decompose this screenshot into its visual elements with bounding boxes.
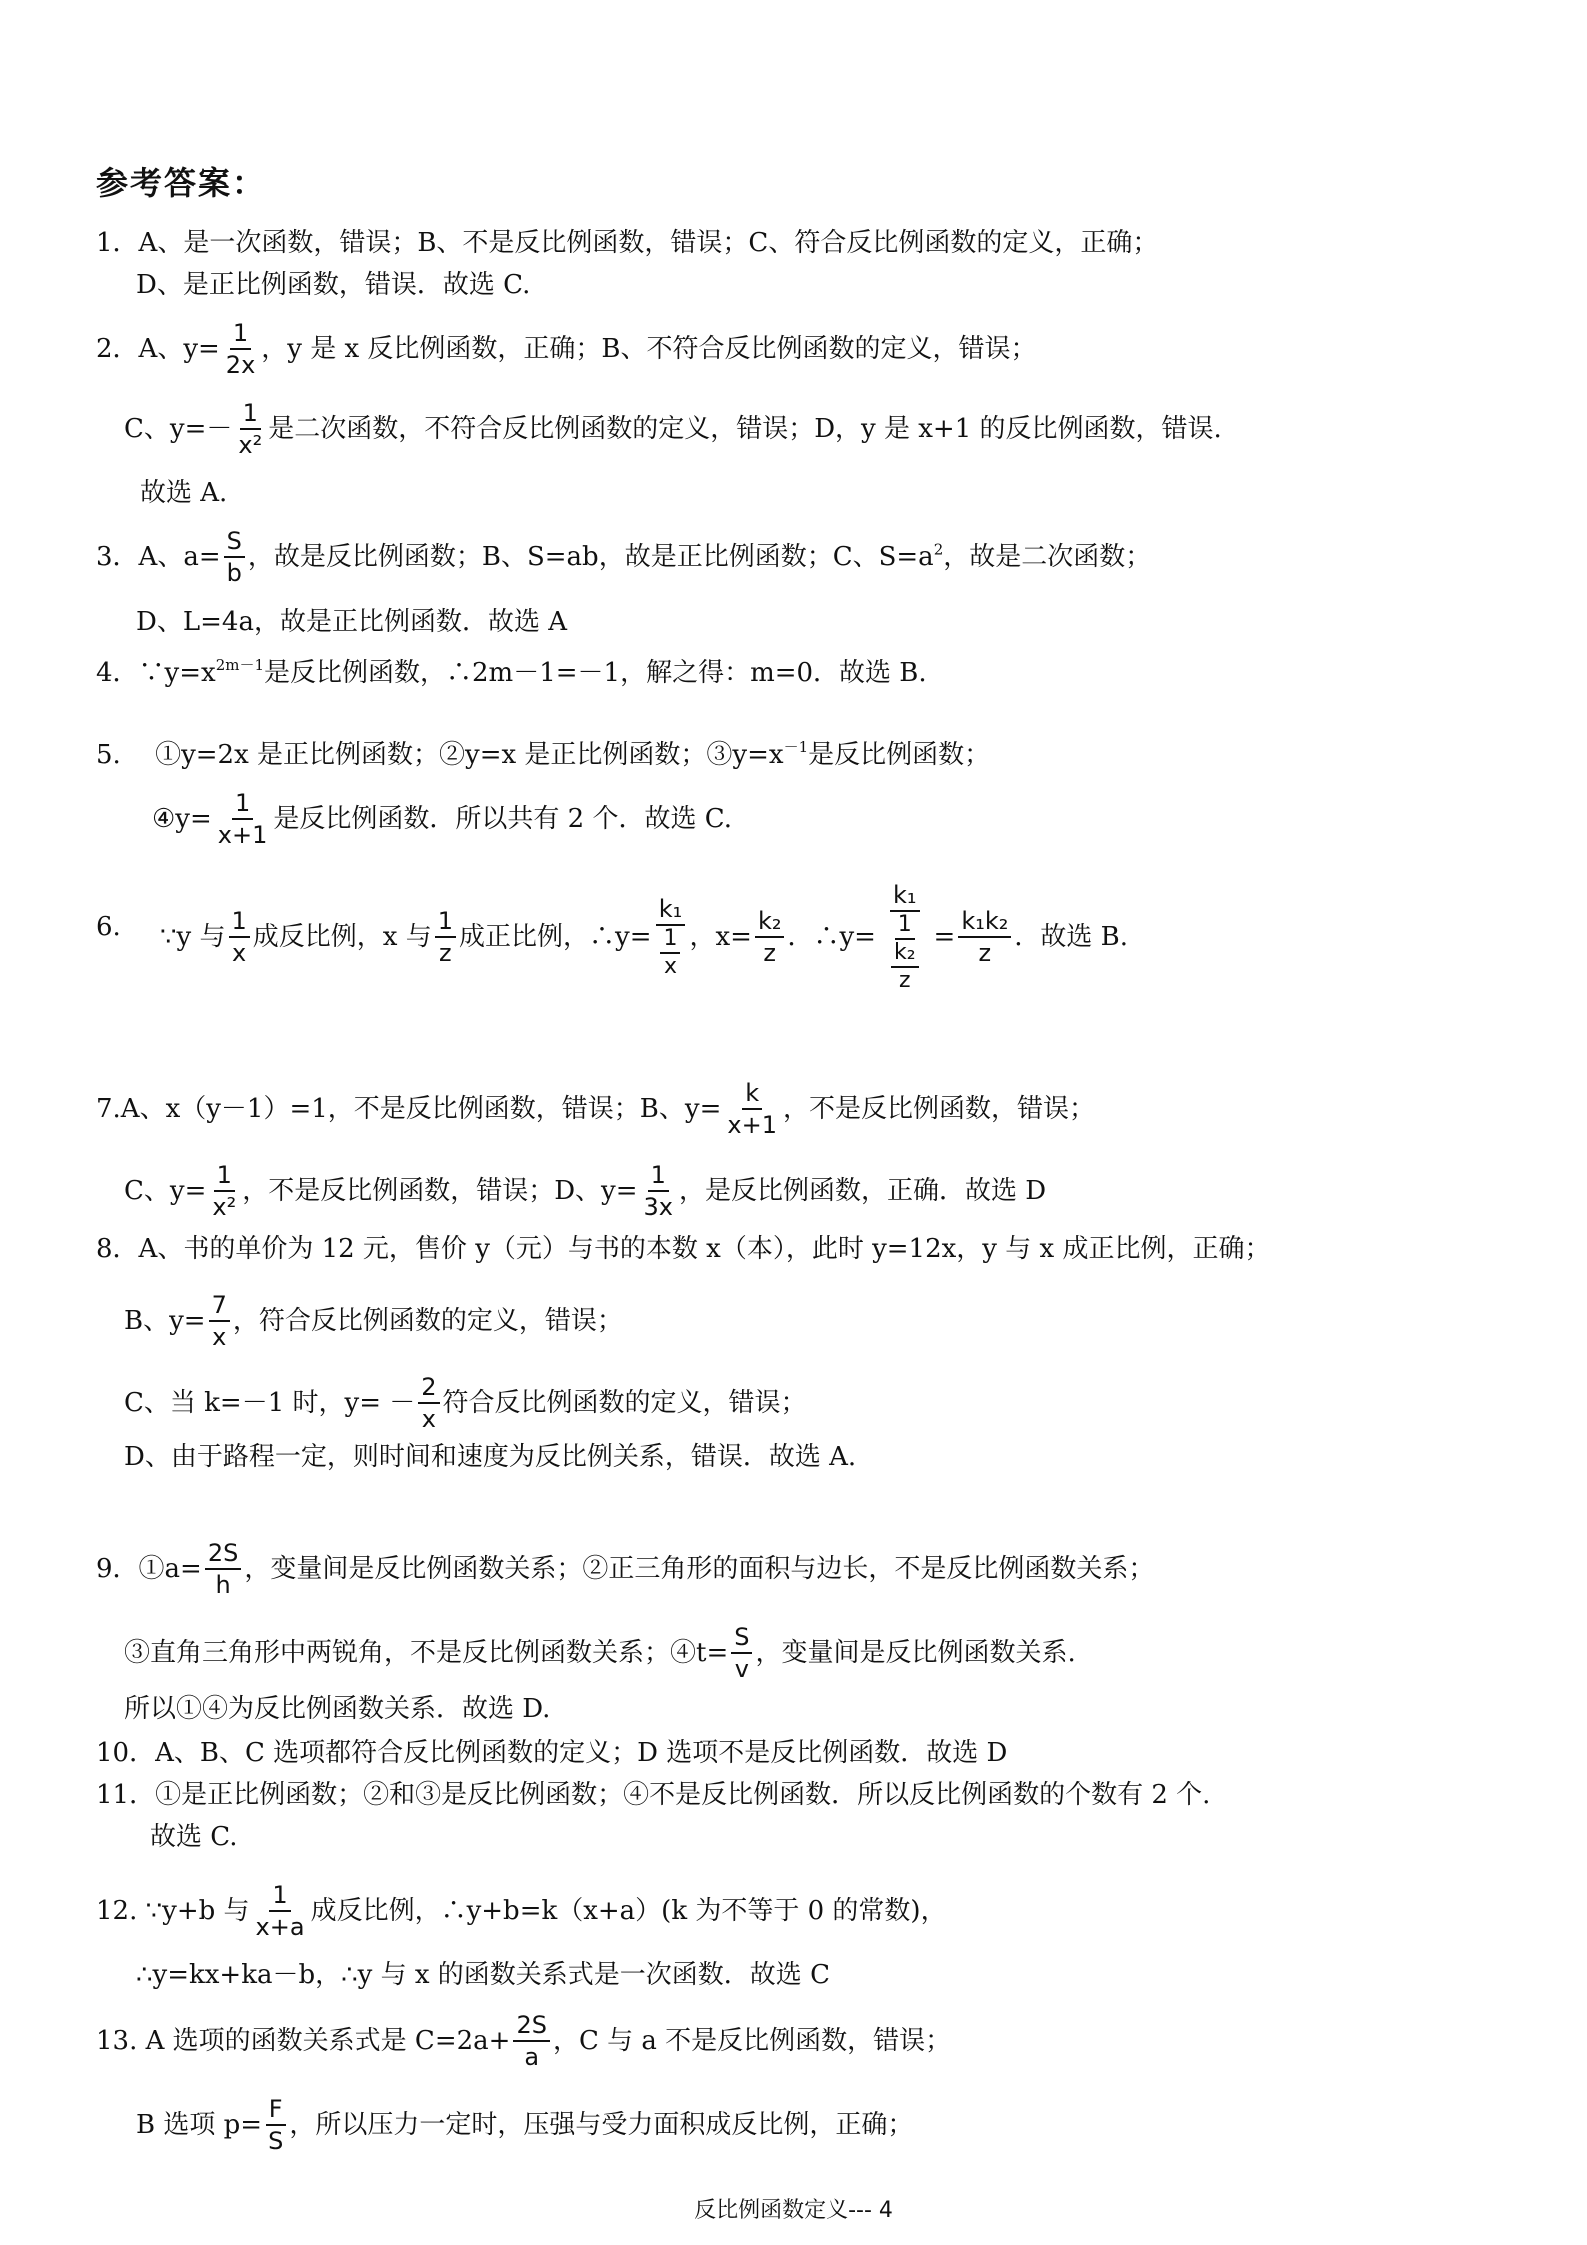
numerator: S — [224, 526, 245, 558]
denominator: x — [212, 1323, 227, 1351]
text: 是二次函数，不符合反比例函数的定义，错误；D，y 是 x+1 的反比例函数，错误. — [268, 414, 1222, 444]
numerator: 1 — [660, 926, 680, 954]
fraction — [755, 906, 785, 968]
text: ，x= — [689, 922, 752, 952]
denominator: b — [226, 559, 242, 587]
text: 成反比例，x 与 — [252, 922, 432, 952]
text: C、当 k=－1 时，y= － — [124, 1388, 416, 1418]
fraction — [654, 894, 686, 980]
text: ，所以压力一定时，压强与受力面积成反比例，正确； — [289, 2110, 914, 2140]
denominator: x+1 — [217, 821, 268, 849]
denominator: x — [663, 954, 677, 979]
answer-2-line-2 — [124, 398, 1222, 460]
numerator: 2S — [205, 1538, 242, 1570]
numerator: F — [266, 2094, 286, 2126]
text: ，是反比例函数，正确．故选 D — [679, 1176, 1047, 1206]
answer-11-line-2: 故选 C. — [150, 1822, 238, 1852]
denominator — [654, 926, 686, 980]
fraction — [958, 906, 1011, 968]
denominator: x+a — [255, 1913, 305, 1941]
fraction — [229, 906, 250, 968]
answer-12-line-2: ∴y=kx+ka－b，∴y 与 x 的函数关系式是一次函数．故选 C — [136, 1960, 830, 1990]
text: 5. ①y=2x 是正比例函数；②y=x 是正比例函数；③y=x — [96, 739, 784, 770]
fraction — [224, 526, 245, 588]
fraction — [223, 318, 258, 380]
page-footer: 反比例函数定义--- 4 — [694, 2198, 893, 2223]
fraction — [235, 398, 265, 460]
text: ，符合反比例函数的定义，错误； — [232, 1306, 623, 1336]
numerator: 1 — [240, 398, 261, 430]
text: 12. ∵y+b 与 — [96, 1896, 250, 1926]
text: ∵y 与 — [160, 922, 226, 952]
denominator: h — [215, 1571, 231, 1599]
numerator: k₂ — [755, 906, 785, 938]
denominator — [879, 912, 931, 994]
text: = — [933, 922, 956, 952]
exponent: 2 — [933, 540, 944, 559]
inner-fraction — [891, 940, 919, 994]
answer-3-line-2: D、L=4a，故是正比例函数．故选 A — [136, 607, 567, 637]
text: ，变量间是反比例函数关系. — [755, 1638, 1076, 1668]
fraction — [265, 2094, 286, 2156]
text: ，不是反比例函数，错误；D、y= — [242, 1176, 638, 1206]
text: ，不是反比例函数，错误； — [782, 1094, 1095, 1124]
numerator: 1 — [214, 1160, 235, 1192]
denominator: x² — [212, 1193, 237, 1221]
text: ，y 是 x 反比例函数，正确；B、不符合反比例函数的定义，错误； — [261, 334, 1037, 364]
answer-8-line-3 — [124, 1372, 807, 1434]
denominator: a — [524, 2043, 540, 2071]
numerator: k₁ — [890, 880, 920, 912]
fraction — [253, 1880, 308, 1942]
numerator: 7 — [209, 1290, 230, 1322]
inner-fraction — [885, 912, 925, 994]
numerator: S — [731, 1622, 752, 1654]
fraction — [418, 1372, 439, 1434]
answer-1-line-1: 1．A、是一次函数，错误；B、不是反比例函数，错误；C、符合反比例函数的定义，正确； — [96, 228, 1159, 258]
answer-9-line-2 — [124, 1622, 1076, 1684]
fraction — [215, 788, 271, 850]
denominator: x — [421, 1405, 436, 1433]
text: ．故选 B. — [1014, 922, 1128, 952]
text: 是反比例函数，∴2m－1=－1，解之得：m=0．故选 B. — [264, 657, 927, 688]
text: B 选项 p= — [136, 2110, 263, 2140]
fraction — [879, 880, 931, 994]
text: ，故是二次函数； — [943, 542, 1152, 572]
text: ，变量间是反比例函数关系；②正三角形的面积与边长，不是反比例函数关系； — [244, 1554, 1155, 1584]
answer-7-line-2 — [124, 1160, 1046, 1222]
text: 成正比例，∴y= — [459, 922, 652, 952]
answer-5-line-2 — [152, 788, 732, 850]
numerator: k₁ — [656, 894, 686, 926]
denominator: x+1 — [727, 1111, 777, 1139]
text: 3．A、a= — [96, 542, 221, 572]
text: 是反比例函数．所以共有 2 个．故选 C. — [273, 804, 732, 834]
denominator: 3x — [643, 1193, 674, 1221]
text: 是反比例函数； — [808, 739, 991, 770]
answer-3-line-1 — [96, 526, 1151, 588]
answer-6-line-1 — [160, 880, 1128, 994]
text: B、y= — [124, 1306, 206, 1336]
fraction — [209, 1290, 230, 1352]
fraction — [209, 1160, 239, 1222]
inner-fraction — [660, 926, 680, 980]
denominator: 2x — [225, 351, 256, 379]
answer-4-line-1 — [96, 648, 927, 690]
answer-13-line-2 — [136, 2094, 913, 2156]
fraction — [641, 1160, 676, 1222]
numerator: 2S — [513, 2010, 550, 2042]
text: 4．∵y=x — [96, 657, 216, 688]
answer-2-line-1 — [96, 318, 1037, 380]
exponent: 2m－1 — [215, 656, 264, 674]
denominator: v — [734, 1655, 749, 1683]
text: ④y= — [152, 804, 212, 834]
text: 2．A、y= — [96, 334, 220, 364]
page-title: 参考答案： — [96, 164, 267, 202]
fraction — [731, 1622, 752, 1684]
text: 13. A 选项的函数关系式是 C=2a+ — [96, 2026, 511, 2056]
answer-8-line-4: D、由于路程一定，则时间和速度为反比例关系，错误．故选 A. — [124, 1442, 857, 1472]
answer-8-line-1: 8．A、书的单价为 12 元，售价 y（元）与书的本数 x（本），此时 y=12x，y 与 x 成正比例，正确； — [96, 1234, 1271, 1264]
answer-11-line-1: 11．①是正比例函数；②和③是反比例函数；④不是反比例函数．所以反比例函数的个数有 2 个. — [96, 1780, 1211, 1810]
text: ，C 与 a 不是反比例函数，错误； — [552, 2026, 952, 2056]
denominator: x² — [238, 431, 263, 459]
answer-7-line-1 — [96, 1078, 1095, 1140]
answer-8-line-2 — [124, 1290, 623, 1352]
text: ，故是反比例函数；B、S=ab，故是正比例函数；C、S=a — [247, 542, 934, 572]
text: C、y= — [124, 1176, 207, 1206]
text: 成反比例，∴y+b=k（x+a）(k 为不等于 0 的常数)， — [310, 1896, 947, 1926]
fraction — [435, 906, 456, 968]
denominator: z — [978, 939, 992, 967]
denominator: x — [232, 939, 247, 967]
exponent: －1 — [783, 738, 809, 756]
denominator — [885, 940, 925, 994]
text: 符合反比例函数的定义，错误； — [442, 1388, 807, 1418]
answer-10: 10．A、B、C 选项都符合反比例函数的定义；D 选项不是反比例函数．故选 D — [96, 1738, 1008, 1768]
fraction — [724, 1078, 780, 1140]
denominator: z — [898, 968, 911, 993]
text: 7.A、x（y－1）=1，不是反比例函数，错误；B、y= — [96, 1094, 722, 1124]
numerator: 1 — [435, 906, 456, 938]
answer-9-line-1 — [96, 1538, 1154, 1600]
answer-2-line-3: 故选 A. — [140, 478, 228, 508]
answer-1-line-2: D、是正比例函数，错误．故选 C. — [136, 270, 531, 300]
numerator: 1 — [269, 1880, 290, 1912]
text: C、y=－ — [124, 414, 233, 444]
answer-13-line-1 — [96, 2010, 951, 2072]
text: ③直角三角形中两锐角，不是反比例函数关系；④t= — [124, 1638, 729, 1668]
numerator: k₂ — [891, 940, 919, 968]
denominator: z — [439, 939, 452, 967]
numerator: k — [742, 1078, 762, 1110]
answer-6-number: 6. — [96, 912, 121, 942]
numerator: 1 — [229, 906, 250, 938]
numerator: 1 — [895, 912, 915, 940]
answer-12-line-1 — [96, 1880, 947, 1942]
denominator: S — [268, 2127, 284, 2155]
fraction — [205, 1538, 242, 1600]
fraction — [513, 2010, 550, 2072]
numerator: 1 — [230, 318, 251, 350]
answer-9-line-3: 所以①④为反比例函数关系．故选 D. — [124, 1694, 551, 1724]
denominator: z — [763, 939, 776, 967]
text: ．∴y= — [787, 922, 876, 952]
numerator: k₁k₂ — [958, 906, 1011, 938]
text: 9．①a= — [96, 1554, 202, 1584]
numerator: 1 — [232, 788, 253, 820]
numerator: 2 — [418, 1372, 439, 1404]
answer-5-line-1 — [96, 730, 990, 772]
numerator: 1 — [648, 1160, 669, 1192]
